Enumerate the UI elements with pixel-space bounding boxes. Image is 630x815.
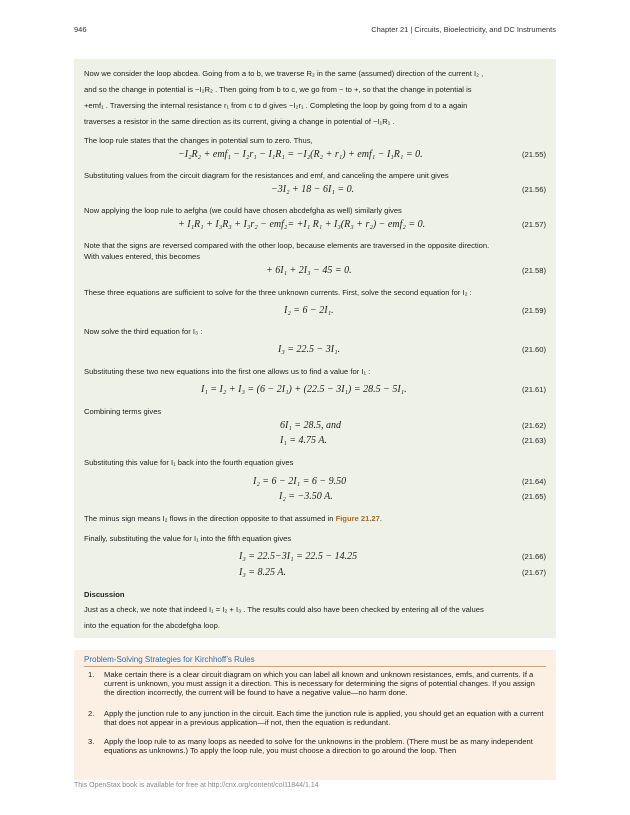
paragraph-fifth-equation: Finally, substituting the value for I₁ into the fifth equation gives <box>84 534 292 543</box>
paragraph-aefgha: Now applying the loop rule to aefgha (we could have chosen abcdefgha as well) similarly gives <box>84 206 402 215</box>
equation-number: (21.64) <box>521 477 546 486</box>
equation-number: (21.65) <box>521 492 546 501</box>
equation-formula: −3I₂ + 18 − 6I₁ = 0. <box>271 184 355 195</box>
paragraph-combining: Combining terms gives <box>84 407 162 416</box>
problem-solving-title: Problem-Solving Strategies for Kirchhoff’s Rules <box>84 655 255 664</box>
equation-21-63 <box>84 435 546 448</box>
equation-number: (21.55) <box>521 150 546 159</box>
equation-number: (21.67) <box>521 568 546 577</box>
equation-21-59 <box>84 305 546 318</box>
list-text: Apply the loop rule to as many loops as needed to solve for the unknowns in the problem. (There must be as many independent equations as unknowns.) To apply the loop rule, you must choose a direction to go around the loop. Then <box>104 737 533 756</box>
paragraph-discussion: Just as a check, we note that indeed I₁ = I₂ + I₃ . The results could also have been checked by entering all of the values <box>84 605 484 614</box>
paragraph-fourth-equation: Substituting this value for I₁ back into the fourth equation gives <box>84 458 294 467</box>
chapter-title: Chapter 21 | Circuits, Bioelectricity, and DC Instruments <box>371 25 556 34</box>
equation-formula: + 6I₁ + 2I₃ − 45 = 0. <box>266 265 352 276</box>
equation-formula: I₃ = 22.5−3I₁ = 22.5 − 14.25 <box>239 551 358 562</box>
paragraph-third-equation: Now solve the third equation for I₃ : <box>84 327 203 336</box>
discussion-heading: Discussion <box>84 590 125 599</box>
paragraph-loop-rule: The loop rule states that the changes in potential sum to zero. Thus, <box>84 136 313 145</box>
list-number: 3. <box>88 737 95 746</box>
equation-number: (21.60) <box>521 345 546 354</box>
page-header <box>74 25 556 37</box>
paragraph-substituting-two: Substituting these two new equations into the first one allows us to find a value for I₁ : <box>84 367 371 376</box>
equation-21-62 <box>84 420 546 433</box>
paragraph-loop-abcdea-3: +emf₁ . Traversing the internal resistance r₁ from c to d gives −I₂r₁ . Completing the loop by going from d to a again <box>84 101 468 110</box>
equation-21-55 <box>84 149 546 162</box>
equation-number: (21.57) <box>521 220 546 229</box>
equation-number: (21.56) <box>521 185 546 194</box>
equation-formula: I₁ = I₂ + I₃ = (6 − 2I₁) + (22.5 − 3I₁) = 28.5 − 5I₁. <box>201 384 407 395</box>
equation-formula: I₃ = 8.25 A. <box>239 567 286 578</box>
equation-number: (21.66) <box>521 552 546 561</box>
footer-note: This OpenStax book is available for free at http://cnx.org/content/col11844/1.14 <box>74 782 319 789</box>
list-text: Apply the junction rule to any junction in the circuit. Each time the junction rule is applied, you should get an equation with a current that does not appear in a previous application—if not, then the equation is redundant. <box>104 709 544 728</box>
equation-number: (21.62) <box>521 421 546 430</box>
list-text: Make certain there is a clear circuit diagram on which you can label all known and unknown resistances, emfs, and currents. If a current is unknown, you must assign it a direction. This is necessary for determining the signs of potential changes. If you assign the direction incorrectly, the current will be found to have a negative value—no harm done. <box>104 670 535 698</box>
paragraph-three-equations: These three equations are sufficient to solve for the three unknown currents. First, solve the second equation for I₂ : <box>84 288 472 297</box>
equation-21-61 <box>84 384 546 397</box>
figure-21-27-link[interactable]: Figure 21.27 <box>335 514 380 523</box>
equation-number: (21.61) <box>521 385 546 394</box>
period: . <box>379 514 383 523</box>
equation-formula: 6I₁ = 28.5, and <box>280 420 342 431</box>
equation-21-58 <box>84 265 546 278</box>
paragraph-discussion-2: into the equation for the abcdefgha loop. <box>84 621 220 630</box>
equation-21-64 <box>84 476 546 489</box>
paragraph-signs-reversed: Note that the signs are reversed compared with the other loop, because elements are traversed in the opposite direction. <box>84 241 490 250</box>
equation-formula: I₂ = 6 − 2I₁ = 6 − 9.50 <box>253 476 347 487</box>
equation-21-66 <box>84 551 546 564</box>
title-divider <box>84 666 546 667</box>
equation-formula: I₂ = −3.50 A. <box>279 491 333 502</box>
equation-21-60 <box>84 344 546 357</box>
paragraph-loop-abcdea: Now we consider the loop abcdea. Going from a to b, we traverse R₂ in the same (assumed) direction of the current I₂ , <box>84 69 484 78</box>
paragraph-loop-abcdea-2: and so the change in potential is −I₂R₂ . Then going from b to c, we go from − to +, so that the change in potential is <box>84 85 472 94</box>
equation-formula: I₃ = 22.5 − 3I₁. <box>278 344 341 355</box>
paragraph-minus-sign <box>84 513 546 524</box>
equation-number: (21.58) <box>521 266 546 275</box>
list-number: 2. <box>88 709 95 718</box>
paragraph-loop-abcdea-4: traverses a resistor in the same direction as its current, giving a change in potential of −I₁R₁ . <box>84 117 395 126</box>
equation-formula: I₂ = 6 − 2I₁. <box>284 305 334 316</box>
equation-21-56 <box>84 184 546 197</box>
minus-sign-text: The minus sign means I₂ flows in the direction opposite to that assumed in <box>84 514 336 523</box>
equation-21-65 <box>84 491 546 504</box>
equation-formula: I₁ = 4.75 A. <box>280 435 327 446</box>
page-number: 946 <box>74 25 87 34</box>
equation-number: (21.63) <box>521 436 546 445</box>
equation-formula: −I₂R₂ + emf₁ − I₂r₁ − I₁R₁ = −I₂(R₂ + r₁) + emf₁ − I₁R₁ = 0. <box>178 149 423 160</box>
equation-formula: + I₁R₁ + I₃R₃ + I₃r₂ − emf₂= +I₁ R₁ + I₃(R₃ + r₂) − emf₂ = 0. <box>178 219 426 230</box>
paragraph-substituting: Substituting values from the circuit diagram for the resistances and emf, and canceling the ampere unit gives <box>84 171 449 180</box>
equation-21-57 <box>84 219 546 232</box>
example-box <box>74 59 556 638</box>
equation-number: (21.59) <box>521 306 546 315</box>
problem-solving-box <box>74 650 556 780</box>
equation-21-67 <box>84 567 546 580</box>
list-number: 1. <box>88 670 95 679</box>
paragraph-values-entered: With values entered, this becomes <box>84 252 201 261</box>
